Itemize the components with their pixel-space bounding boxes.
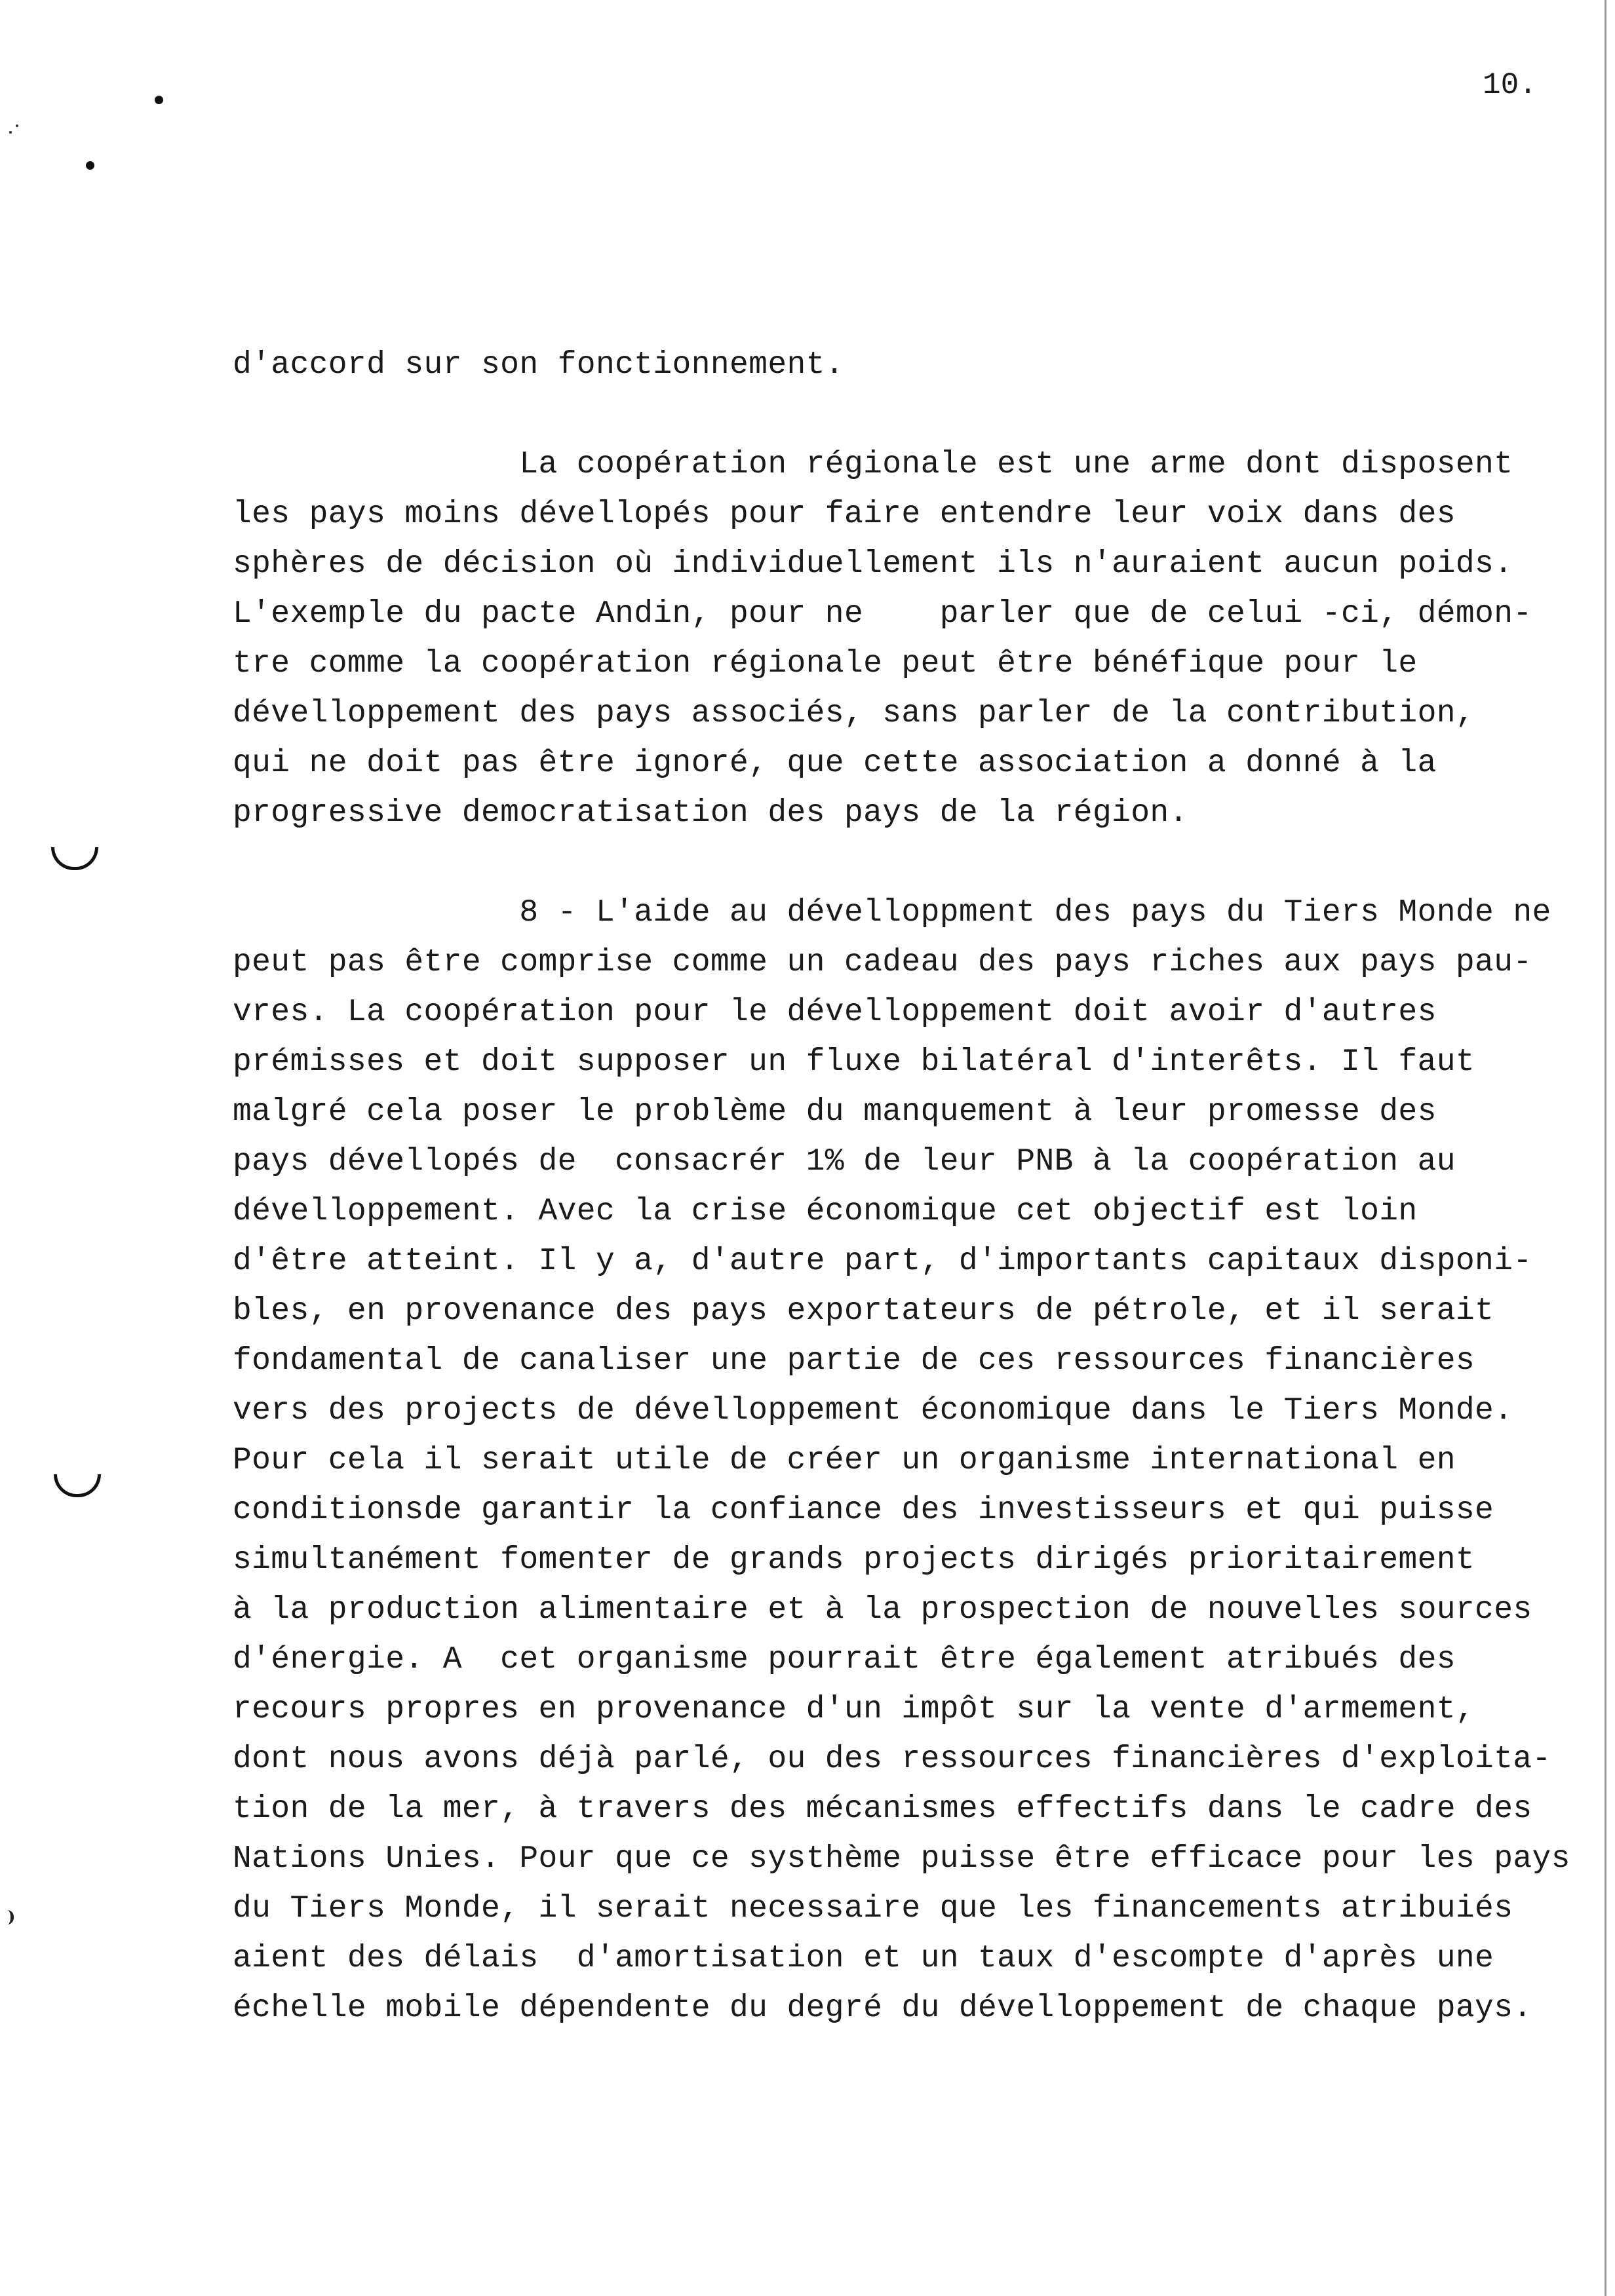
- text-line: d'accord sur son fonctionnement.: [233, 347, 844, 383]
- text-line: L'exemple du pacte Andin, pour ne parler que de celui -ci, démon-: [233, 596, 1532, 632]
- text-line: fondamental de canaliser une partie de ces ressources financières: [233, 1343, 1475, 1379]
- text-line: les pays moins dévellopés pour faire entendre leur voix dans des: [233, 497, 1456, 532]
- text-line: tre comme la coopération régionale peut être bénéfique pour le: [233, 646, 1418, 681]
- margin-dot: [86, 161, 94, 170]
- binder-hole-mark: [54, 1474, 101, 1497]
- margin-speck: [16, 124, 18, 127]
- text-line: peut pas être comprise comme un cadeau des pays riches aux pays pau-: [233, 945, 1532, 980]
- text-line: d'être atteint. Il y a, d'autre part, d'importants capitaux disponi-: [233, 1244, 1532, 1279]
- page-number: 10.: [1483, 68, 1537, 102]
- edge-mark: [5, 1910, 14, 1924]
- text-line: progressive democratisation des pays de la région.: [233, 795, 1188, 831]
- text-line: dévelloppement des pays associés, sans parler de la contribution,: [233, 696, 1475, 731]
- text-line: qui ne doit pas être ignoré, que cette association a donné à la: [233, 746, 1437, 781]
- text-line: bles, en provenance des pays exportateurs de pétrole, et il serait: [233, 1293, 1494, 1329]
- text-line: dévelloppement. Avec la crise économique cet objectif est loin: [233, 1194, 1418, 1229]
- text-line: du Tiers Monde, il serait necessaire que les financements atribuiés: [233, 1891, 1513, 1926]
- text-line: Nations Unies. Pour que ce systhème puisse être efficace pour les pays: [233, 1841, 1570, 1877]
- text-line: conditionsde garantir la confiance des investisseurs et qui puisse: [233, 1493, 1494, 1528]
- text-line: simultanément fomenter de grands projects dirigés prioritairement: [233, 1542, 1475, 1578]
- text-line: échelle mobile dépendente du degré du dévelloppement de chaque pays.: [233, 1991, 1532, 2026]
- text-line: vres. La coopération pour le dévelloppement doit avoir d'autres: [233, 995, 1437, 1030]
- text-line: 8 - L'aide au dévelloppment des pays du Tiers Monde ne: [233, 895, 1551, 930]
- text-line: sphères de décision où individuellement ils n'auraient aucun poids.: [233, 546, 1513, 582]
- text-line: malgré cela poser le problème du manquement à leur promesse des: [233, 1094, 1437, 1130]
- text-line: Pour cela il serait utile de créer un organisme international en: [233, 1443, 1456, 1478]
- text-line: à la production alimentaire et à la prospection de nouvelles sources: [233, 1592, 1532, 1628]
- page-edge: [1605, 0, 1606, 2296]
- margin-dot: [155, 96, 163, 104]
- text-line: vers des projects de dévelloppement économique dans le Tiers Monde.: [233, 1393, 1513, 1428]
- text-line: recours propres en provenance d'un impôt sur la vente d'armement,: [233, 1692, 1475, 1727]
- text-line: tion de la mer, à travers des mécanismes effectifs dans le cadre des: [233, 1791, 1532, 1827]
- text-line: prémisses et doit supposer un fluxe bilatéral d'interêts. Il faut: [233, 1044, 1475, 1080]
- text-line: La coopération régionale est une arme dont disposent: [233, 447, 1513, 482]
- margin-speck: [9, 131, 12, 134]
- text-line: d'énergie. A cet organisme pourrait être également atribués des: [233, 1642, 1456, 1677]
- binder-hole-mark: [51, 847, 98, 870]
- text-line: dont nous avons déjà parlé, ou des ressources financières d'exploita-: [233, 1742, 1551, 1777]
- text-line: aient des délais d'amortisation et un taux d'escompte d'après une: [233, 1941, 1494, 1976]
- text-line: pays dévellopés de consacrér 1% de leur PNB à la coopération au: [233, 1144, 1456, 1179]
